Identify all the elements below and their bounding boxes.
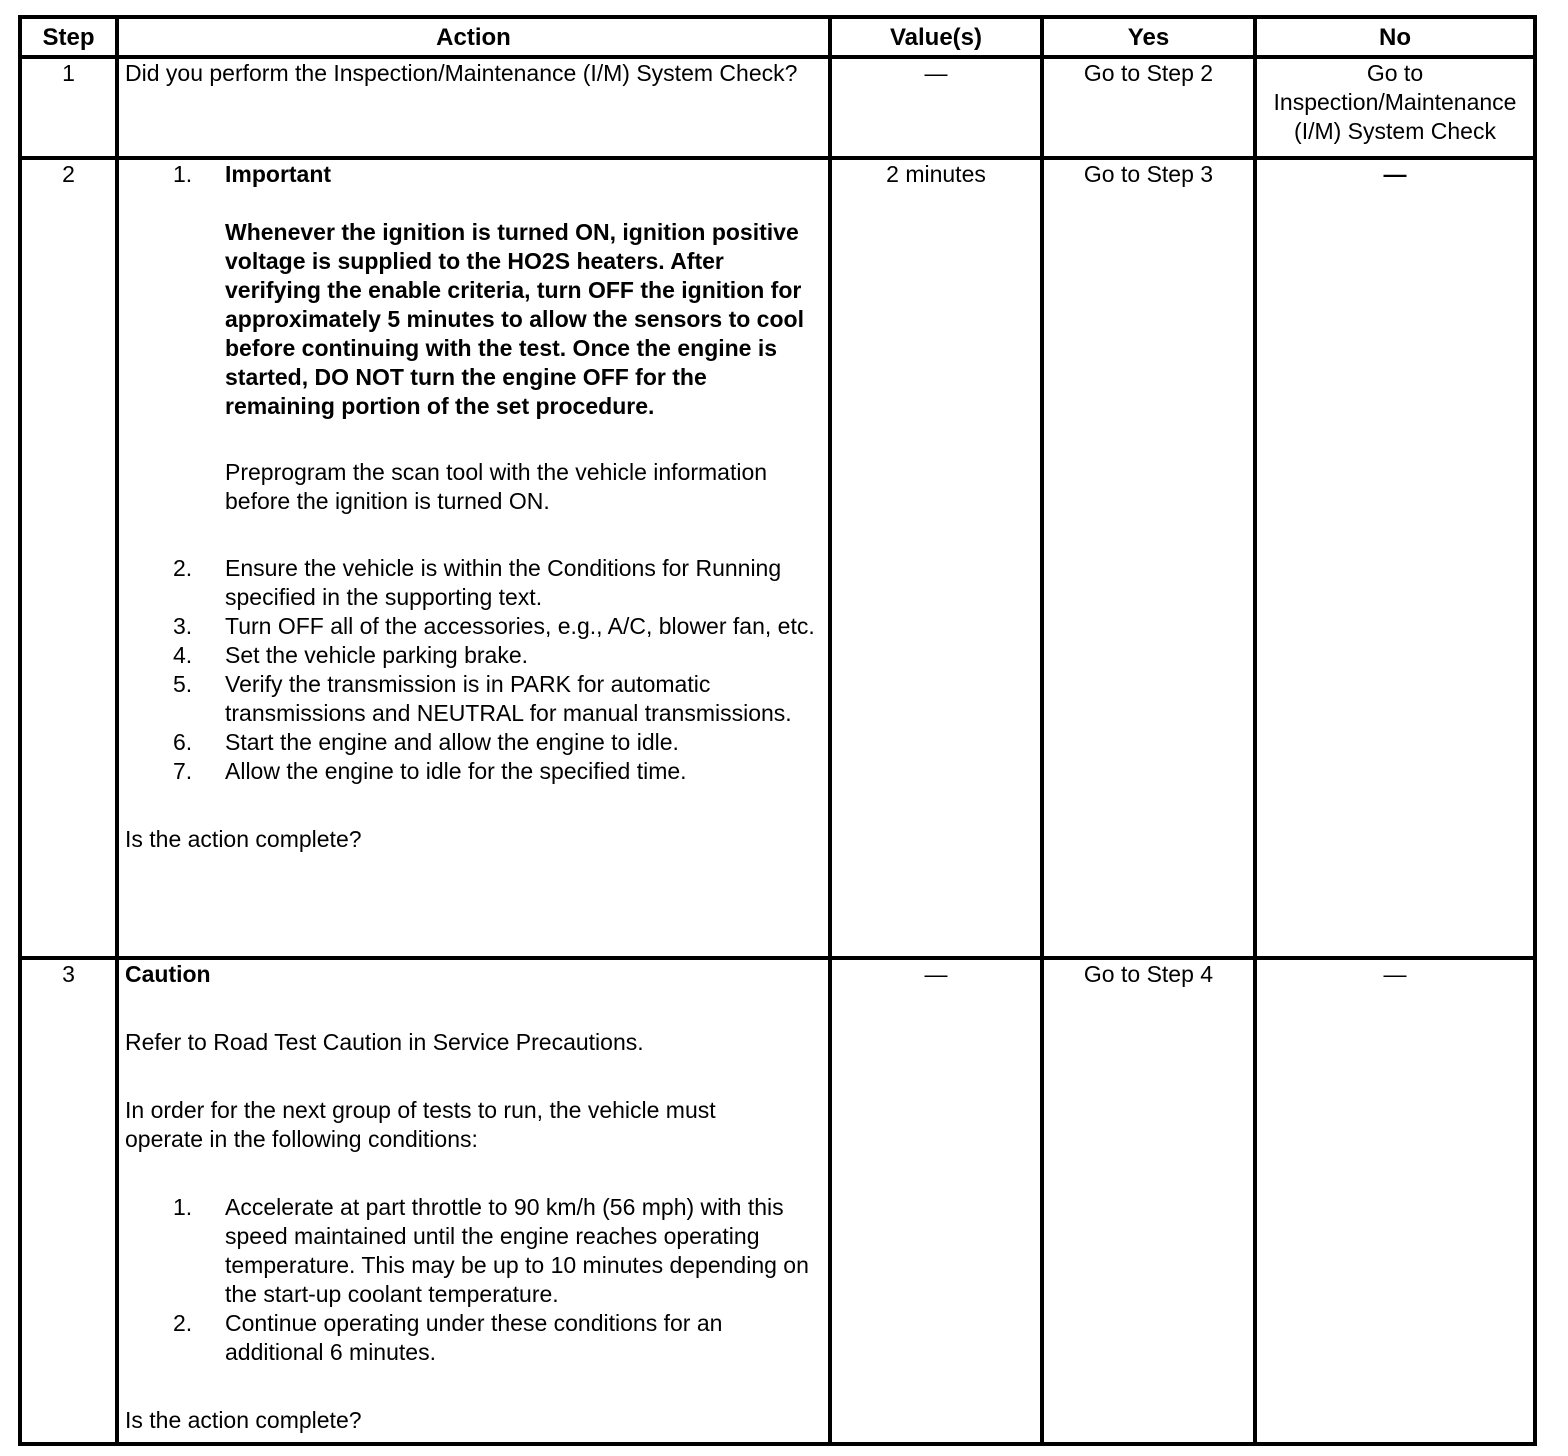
list-item-text: Ensure the vehicle is within the Conditions for Running specified in the supporting text. bbox=[225, 555, 782, 610]
step-number: 1 bbox=[20, 57, 117, 158]
header-no: No bbox=[1255, 17, 1535, 57]
list-item-number: 2. bbox=[173, 555, 193, 581]
list-item bbox=[125, 757, 822, 786]
list-item-number: 4. bbox=[173, 642, 193, 668]
list-item bbox=[125, 1193, 822, 1309]
action-steps-list bbox=[125, 160, 822, 786]
action-cell bbox=[117, 958, 830, 1444]
list-item-number: 3. bbox=[173, 613, 193, 639]
no-cell: — bbox=[1255, 158, 1535, 958]
header-row bbox=[20, 17, 1535, 57]
question-text: Is the action complete? bbox=[125, 1407, 362, 1433]
header-values: Value(s) bbox=[830, 17, 1042, 57]
list-item bbox=[125, 160, 822, 516]
no-cell: Go to Inspection/Maintenance (I/M) System Check bbox=[1255, 57, 1535, 158]
list-item-text: Set the vehicle parking brake. bbox=[225, 642, 529, 668]
list-item-text: Accelerate at part throttle to 90 km/h (56 mph) with this speed maintained until the engine reaches operating temperature. This may be up to 10 minutes depending on the start-up coolant temperature. bbox=[225, 1194, 809, 1307]
table-row-step-3 bbox=[20, 958, 1535, 1444]
list-item-text: Allow the engine to idle for the specified time. bbox=[225, 758, 687, 784]
step-number: 2 bbox=[20, 158, 117, 958]
list-item bbox=[125, 641, 822, 670]
value-cell: — bbox=[830, 958, 1042, 1444]
value-cell: — bbox=[830, 57, 1042, 158]
header-yes: Yes bbox=[1042, 17, 1255, 57]
yes-cell: Go to Step 4 bbox=[1042, 958, 1255, 1444]
list-item-number: 1. bbox=[173, 1194, 193, 1220]
table-row-step-2 bbox=[20, 158, 1535, 958]
caution-text: Refer to Road Test Caution in Service Precautions. bbox=[125, 1029, 644, 1055]
list-item bbox=[125, 554, 822, 612]
intro-text: In order for the next group of tests to run, the vehicle must operate in the following conditions: bbox=[125, 1097, 716, 1152]
header-step: Step bbox=[20, 17, 117, 57]
list-item-text: Verify the transmission is in PARK for automatic transmissions and NEUTRAL for manual transmissions. bbox=[225, 671, 792, 726]
list-item-number: 2. bbox=[173, 1310, 193, 1336]
list-item-number: 6. bbox=[173, 729, 193, 755]
diagnostic-procedure-table bbox=[18, 15, 1537, 1446]
important-title: Important bbox=[225, 161, 332, 187]
action-cell bbox=[117, 158, 830, 958]
question-text: Is the action complete? bbox=[125, 826, 362, 852]
no-cell: — bbox=[1255, 958, 1535, 1444]
list-item-number: 7. bbox=[173, 758, 193, 784]
action-steps-list bbox=[125, 1193, 822, 1367]
table-row-step-1 bbox=[20, 57, 1535, 158]
step-number: 3 bbox=[20, 958, 117, 1444]
header-action: Action bbox=[117, 17, 830, 57]
list-item bbox=[125, 670, 822, 728]
list-item-number: 1. bbox=[173, 161, 193, 187]
yes-cell: Go to Step 3 bbox=[1042, 158, 1255, 958]
list-item bbox=[125, 612, 822, 641]
list-item-text: Start the engine and allow the engine to idle. bbox=[225, 729, 679, 755]
list-item bbox=[125, 728, 822, 757]
important-note: Whenever the ignition is turned ON, ignition positive voltage is supplied to the HO2S heaters. After verifying the enable criteria, turn OFF the ignition for approximately 5 minutes to allow the sensors to cool before continuing with the test. Once the engine is started, DO NOT turn the engine OFF for the remaining portion of the set procedure. bbox=[225, 219, 804, 419]
list-item-text: Continue operating under these conditions for an additional 6 minutes. bbox=[225, 1310, 723, 1365]
action-text: Did you perform the Inspection/Maintenance (I/M) System Check? bbox=[117, 57, 830, 158]
value-cell: 2 minutes bbox=[830, 158, 1042, 958]
yes-cell: Go to Step 2 bbox=[1042, 57, 1255, 158]
list-item-number: 5. bbox=[173, 671, 193, 697]
caution-title: Caution bbox=[125, 961, 211, 987]
list-item-text: Preprogram the scan tool with the vehicle information before the ignition is turned ON. bbox=[225, 459, 768, 514]
list-item bbox=[125, 1309, 822, 1367]
list-item-text: Turn OFF all of the accessories, e.g., A/C, blower fan, etc. bbox=[225, 613, 815, 639]
